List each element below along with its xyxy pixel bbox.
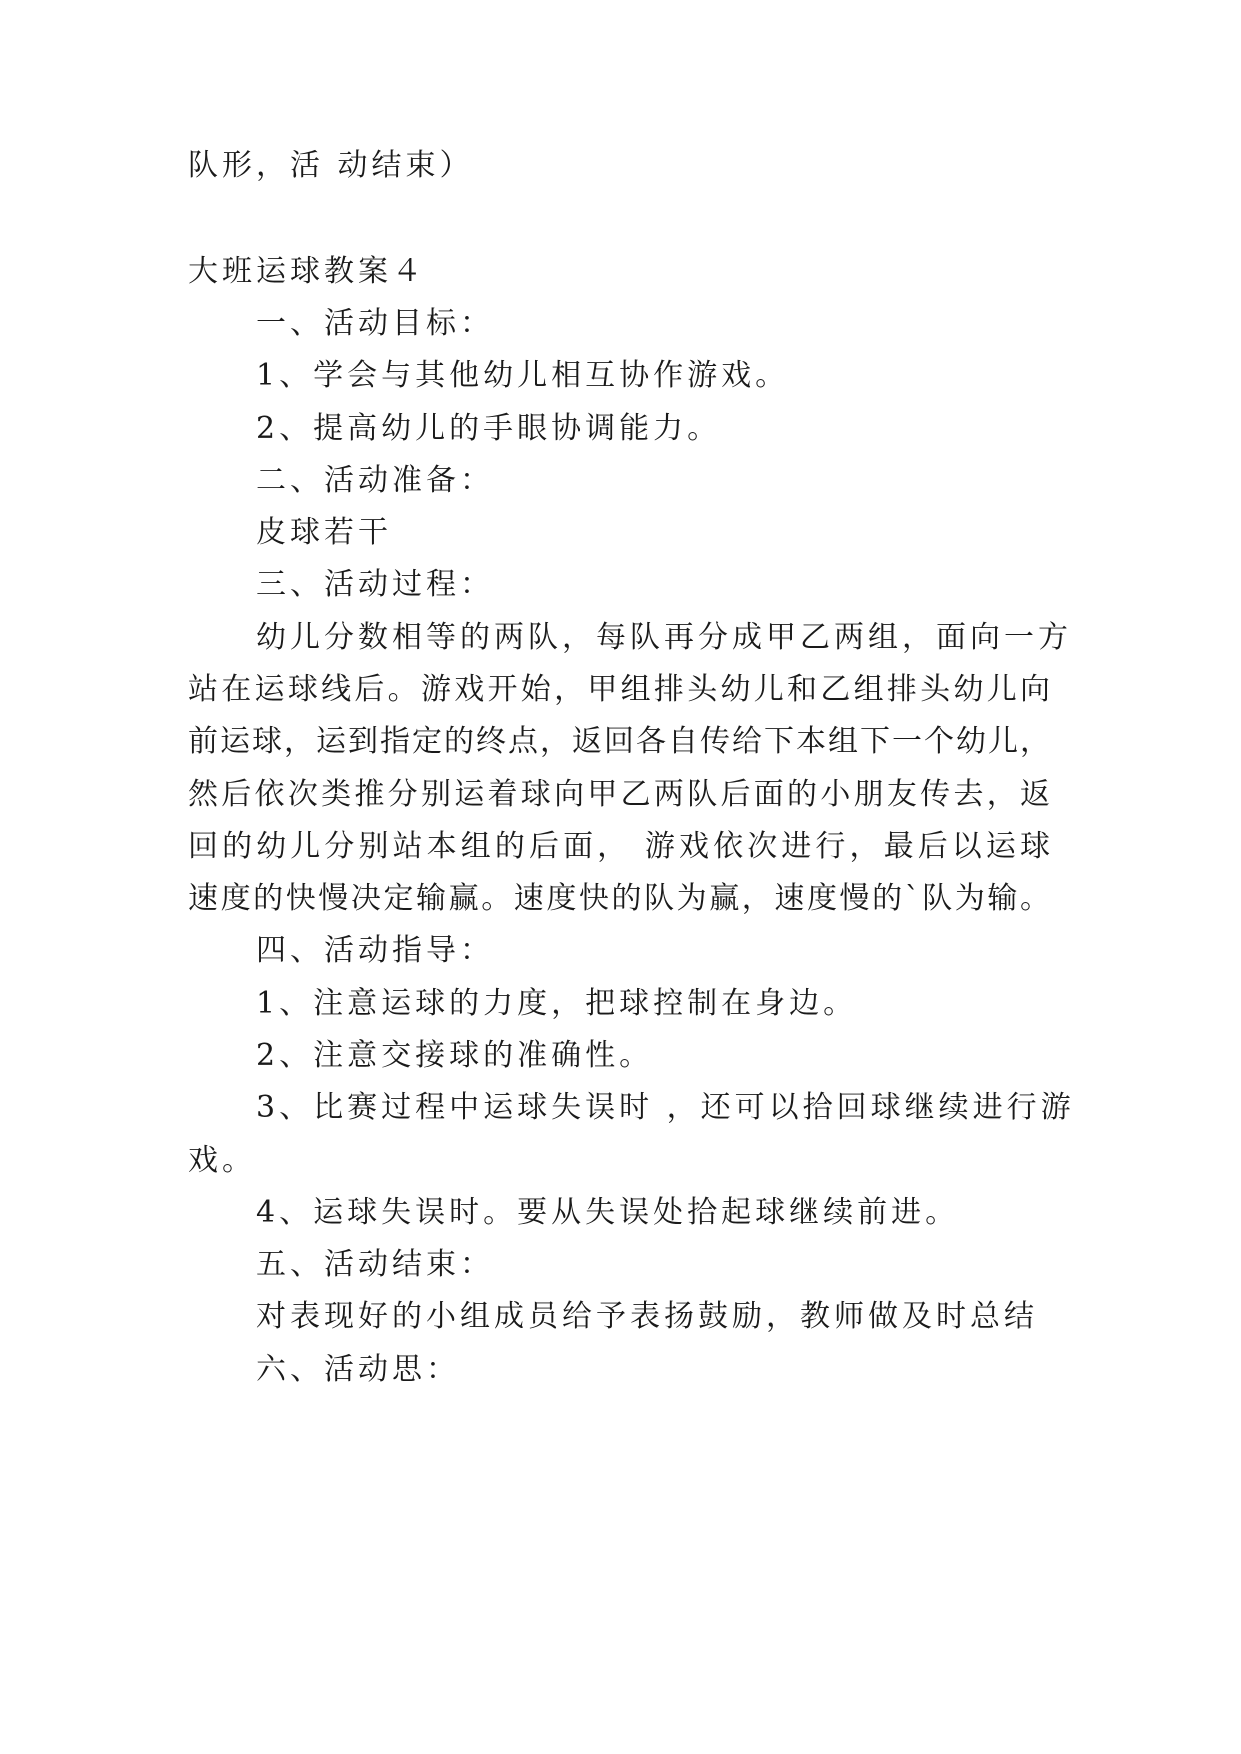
guidance-item-2: 2、注意交接球的准确性。 (256, 1038, 654, 1073)
process-paragraph-line: 前运球，运到指定的终点，返回各自传给下本组下一个幼儿， (188, 724, 1050, 759)
section-heading-ending: 五、活动结束： (256, 1247, 494, 1282)
lesson-plan-title: 大班运球教案４ (188, 254, 426, 289)
guidance-item-3-continued: 戏。 (188, 1143, 256, 1178)
process-paragraph-line: 站在运球线后。游戏开始，甲组排头幼儿和乙组排头幼儿向 (188, 672, 1050, 707)
section-heading-process: 三、活动过程： (256, 567, 494, 602)
continued-paragraph-end: 队形，活 动结束） (188, 148, 474, 183)
guidance-item-3: 3、比赛过程中运球失误时 ，还可以拾回球继续进行游 (256, 1090, 1075, 1125)
goal-item-2: 2、提高幼儿的手眼协调能力。 (256, 411, 722, 446)
preparation-text: 皮球若干 (256, 515, 392, 550)
guidance-item-4: 4、运球失误时。要从失误处拾起球继续前进。 (256, 1195, 960, 1230)
process-paragraph-line: 幼儿分数相等的两队，每队再分成甲乙两组，面向一方 (256, 620, 1072, 655)
goal-item-1: 1、学会与其他幼儿相互协作游戏。 (256, 358, 790, 393)
section-heading-preparation: 二、活动准备： (256, 463, 494, 498)
section-heading-reflection: 六、活动思： (256, 1352, 460, 1387)
guidance-item-1: 1、注意运球的力度，把球控制在身边。 (256, 986, 858, 1021)
process-paragraph-line: 然后依次类推分别运着球向甲乙两队后面的小朋友传去，返 (188, 777, 1050, 812)
ending-text: 对表现好的小组成员给予表扬鼓励，教师做及时总结 (256, 1299, 1038, 1334)
section-heading-guidance: 四、活动指导： (256, 933, 494, 968)
process-paragraph-line: 速度的快慢决定输赢。速度快的队为赢，速度慢的`队为输。 (188, 881, 1050, 916)
process-paragraph-line: 回的幼儿分别站本组的后面， 游戏依次进行，最后以运球 (188, 829, 1050, 864)
section-heading-goals: 一、活动目标： (256, 306, 494, 341)
